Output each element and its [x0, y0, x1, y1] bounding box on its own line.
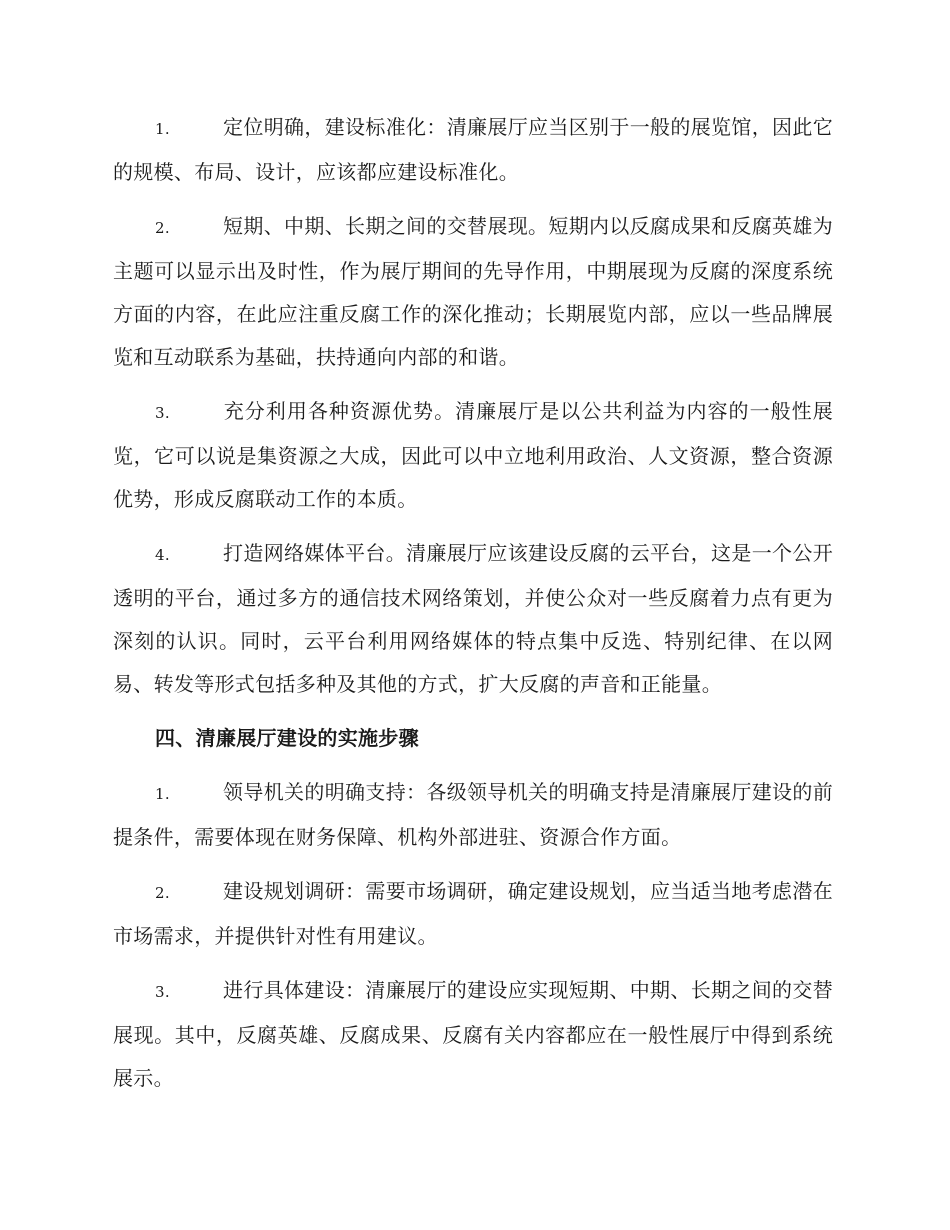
- list-item: [113, 205, 833, 379]
- list-item: [113, 771, 833, 859]
- list-item-text: 短期、中期、长期之间的交替展现。短期内以反腐成果和反腐英雄为主题可以显示出及时性，作为展厅期间的先导作用，中期展现为反腐的深度系统方面的内容，在此应注重反腐工作的深化推动；长期展览内部，应以一些品牌展览和互动联系为基础，扶持通向内部的和谐。: [113, 214, 833, 369]
- list-item-number: 2.: [155, 219, 170, 237]
- list-item-text: 建设规划调研：需要市场调研，确定建设规划，应当适当地考虑潜在市场需求，并提供针对性有用建议。: [113, 879, 833, 948]
- list-item: [113, 106, 833, 194]
- document-body: [113, 106, 833, 1111]
- list-item-text: 进行具体建设：清廉展厅的建设应实现短期、中期、长期之间的交替展现。其中，反腐英雄、反腐成果、反腐有关内容都应在一般性展厅中得到系统展示。: [113, 978, 833, 1090]
- list-item-text: 打造网络媒体平台。清廉展厅应该建设反腐的云平台，这是一个公开透明的平台，通过多方的通信技术网络策划，并使公众对一些反腐着力点有更为深刻的认识。同时，云平台利用网络媒体的特点集中反选、特别纪律、在以网易、转发等形式包括多种及其他的方式，扩大反腐的声音和正能量。: [113, 541, 833, 696]
- list-item-text: 领导机关的明确支持：各级领导机关的明确支持是清廉展厅建设的前提条件，需要体现在财务保障、机构外部进驻、资源合作方面。: [113, 780, 833, 849]
- list-item-number: 3.: [155, 983, 170, 1001]
- list-item: [113, 969, 833, 1100]
- list-item-number: 2.: [155, 884, 170, 902]
- list-item-number: 1.: [155, 785, 170, 803]
- list-item-number: 4.: [155, 546, 170, 564]
- section-heading: 四、清廉展厅建设的实施步骤: [155, 726, 419, 750]
- list-item-text: 充分利用各种资源优势。清廉展厅是以公共利益为内容的一般性展览，它可以说是集资源之大成，因此可以中立地利用政治、人文资源，整合资源优势，形成反腐联动工作的本质。: [113, 399, 833, 511]
- list-item: [113, 532, 833, 706]
- list-item-number: 3.: [155, 404, 170, 422]
- list-item-text: 定位明确，建设标准化：清廉展厅应当区别于一般的展览馆，因此它的规模、布局、设计，应该都应建设标准化。: [113, 115, 833, 184]
- list-item-number: 1.: [155, 120, 170, 138]
- list-item: [113, 870, 833, 958]
- list-item: [113, 390, 833, 521]
